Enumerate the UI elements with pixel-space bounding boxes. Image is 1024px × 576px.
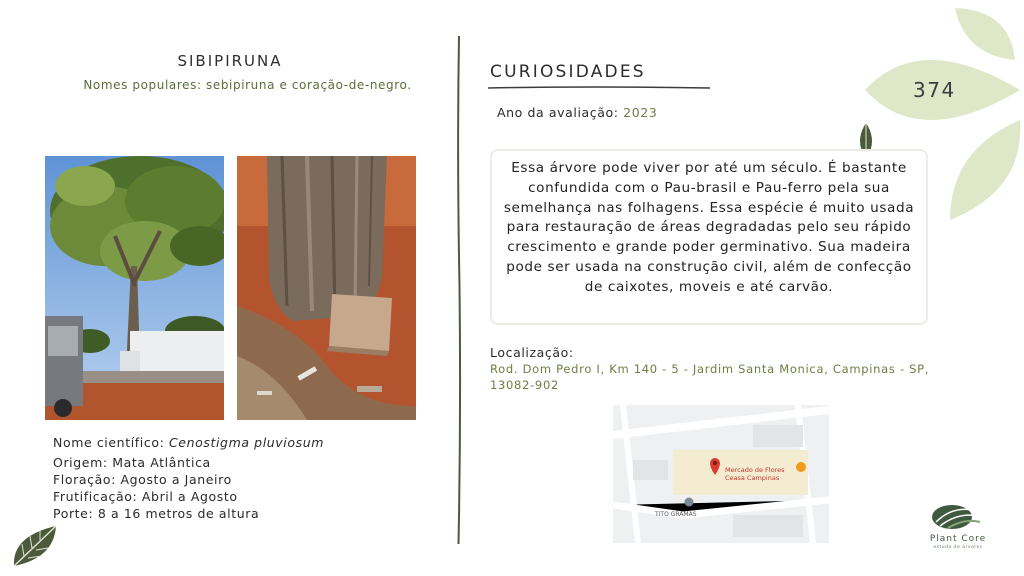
description-box: Essa árvore pode viver por até um século. É bastante confundida com o Pau-brasil e Pau-ferro pela sua semelhança nas folhagens. Essa espécie é muito usada para restauração de áreas degradadas pelo seu rápido crescimento e grande poder germinativo. Sua madeira pode ser usada na construção civil, além de confecção de caixotes, moveis e até carvão. (490, 149, 928, 325)
location-address: Rod. Dom Pedro I, Km 140 - 5 - Jardim Santa Monica, Campinas - SP, 13082-902 (490, 362, 930, 392)
flowering: Floração: Agosto a Janeiro (53, 472, 232, 487)
year-value: 2023 (623, 105, 658, 120)
map-nearby-label: TITO GRAMAS (655, 511, 697, 518)
popular-names: Nomes populares: sebipiruna e coração-de-negro. (83, 78, 412, 92)
brand-tagline: estudo de arvores (933, 545, 983, 550)
curiosities-title: CURIOSIDADES (490, 62, 646, 82)
map-place-label (725, 467, 785, 482)
brand-logo-icon (930, 502, 982, 532)
title-underline (488, 84, 712, 92)
map-illustration (613, 405, 829, 543)
scientific-name (53, 434, 324, 451)
evaluation-year (497, 105, 657, 120)
location-map[interactable] (613, 405, 829, 543)
origin: Origem: Mata Atlântica (53, 455, 211, 470)
page-number: 374 (913, 78, 956, 102)
map-place-line1: Mercado de Flores (725, 466, 785, 474)
fruiting: Frutificação: Abril a Agosto (53, 489, 238, 504)
trunk-photo-illustration (237, 156, 416, 420)
location-label: Localização: (490, 345, 574, 360)
map-place-line2: Ceasa Campinas (725, 473, 780, 482)
trunk-photo (237, 156, 416, 420)
leaf-icon (10, 522, 60, 570)
column-divider (455, 36, 463, 544)
decorative-leaves (860, 0, 1024, 224)
year-label: Ano da avaliação: (497, 105, 624, 120)
scientific-label: Nome científico: (53, 435, 169, 450)
scientific-value: Cenostigma pluviosum (168, 435, 325, 450)
tree-photo (45, 156, 224, 420)
brand-name: Plant Core (929, 534, 987, 544)
tree-info (53, 434, 324, 522)
tree-photo-illustration (45, 156, 224, 420)
tree-size: Porte: 8 a 16 metros de altura (53, 506, 260, 521)
tree-title: SIBIPIRUNA (177, 52, 283, 70)
